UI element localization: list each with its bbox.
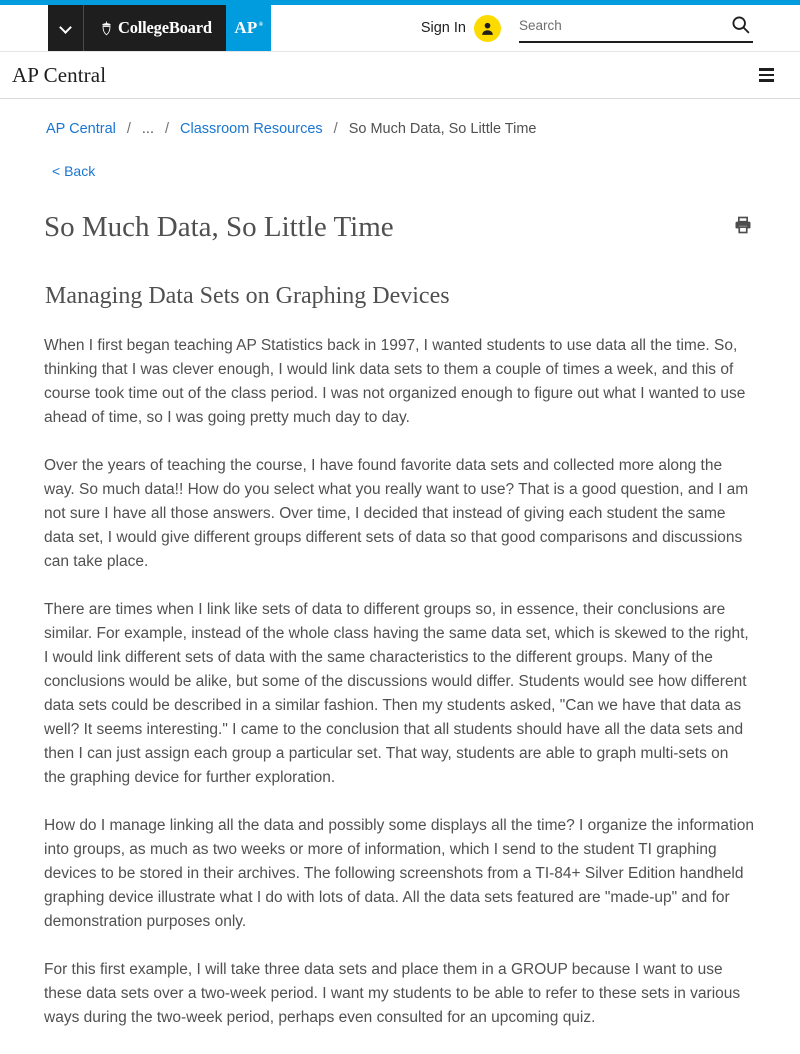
article-paragraph: When I first began teaching AP Statistics back in 1997, I wanted students to use data all the time. So, thinking that I was clever enough, I would link data sets to them a couple of times a week, and this of course took time out of the class period. I was not organized enough to figure out what I wanted to use ahead of time, so I was going pretty much day to day.: [44, 337, 746, 427]
chevron-down-icon: [60, 23, 71, 34]
breadcrumb-separator: /: [333, 121, 338, 137]
sign-in-label: Sign In: [420, 20, 466, 36]
breadcrumb-item-current: So Much Data, So Little Time: [348, 121, 537, 137]
breadcrumb: [0, 99, 800, 137]
article-paragraph: For this first example, I will take three data sets and place them in a GROUP because I want to use these data sets over a two-week period. I want my students to be able to refer to these sets in various ways during the two-week period, perhaps even consulted for an upcoming quiz.: [44, 961, 741, 1027]
global-header: [0, 5, 800, 52]
back-link-row: [0, 137, 800, 181]
collegeboard-logo[interactable]: [84, 5, 226, 51]
ap-badge-label: AP ®: [234, 18, 262, 38]
collegeboard-wordmark: CollegeBoard: [118, 18, 212, 37]
breadcrumb-separator: /: [126, 121, 131, 137]
breadcrumb-separator: /: [164, 121, 170, 137]
back-link[interactable]: < Back: [52, 163, 96, 179]
search-input[interactable]: [519, 16, 724, 35]
article-body: [44, 334, 754, 1030]
article-paragraph: Over the years of teaching the course, I have found favorite data sets and collected more along the way. So much data!! How do you select what you really want to use? That is a good question, and I am not sure I have all those answers. Over time, I decided that instead of giving each student the same data set, I would give different groups different sets of data so that good comparisons and discussions can take place.: [44, 457, 749, 571]
hamburger-menu-icon[interactable]: [755, 64, 777, 86]
search-button[interactable]: [724, 14, 753, 38]
sign-in-button[interactable]: [421, 15, 501, 42]
section-heading: Managing Data Sets on Graphing Devices: [45, 283, 450, 310]
article-paragraph: There are times when I link like sets of data to different groups so, in essence, their conclusions are similar. For example, instead of the whole class having the same data set, which is skewed to the right, I would link different sets of data with the same characteristics to the different groups. Many of the conclusions would be alike, but some of the discussions would differ. Students would see how different data sets could be described in a similar fashion. Then my students asked, "Can we have that data as well? It seems interesting." I came to the conclusion that all students should have all the data sets and then I can just assign each group a particular set. That way, students are able to graph multi-sets on the graphing device for further exploration.: [44, 601, 749, 787]
breadcrumb-item-ap-central[interactable]: AP Central: [46, 121, 116, 137]
user-avatar-icon: [474, 15, 501, 42]
print-button[interactable]: [733, 215, 753, 238]
article: [0, 181, 800, 1030]
global-search: [519, 14, 753, 43]
ap-program-badge[interactable]: [226, 5, 271, 51]
search-icon: [730, 14, 751, 38]
global-header-left: [48, 5, 271, 51]
page-title: So Much Data, So Little Time: [44, 211, 394, 243]
global-menu-toggle-button[interactable]: [48, 5, 84, 51]
printer-icon: [733, 215, 753, 238]
site-title[interactable]: AP Central: [12, 62, 107, 87]
article-title-row: [44, 181, 754, 245]
breadcrumb-item-ellipsis[interactable]: ...: [141, 121, 154, 137]
global-header-right: [421, 5, 800, 51]
breadcrumb-item-classroom-resources[interactable]: Classroom Resources: [180, 121, 323, 137]
acorn-icon: [100, 20, 113, 36]
article-paragraph: How do I manage linking all the data and possibly some displays all the time? I organize the information into groups, as much as two weeks or more of information, which I send to the student TI graphing devices to be stored in their archives. The following screenshots from a TI-84+ Silver Edition handheld graphing device illustrate what I do with lots of data. All the data sets featured are "made-up" and for demonstration purposes only.: [44, 817, 754, 931]
site-title-bar: [0, 52, 800, 99]
